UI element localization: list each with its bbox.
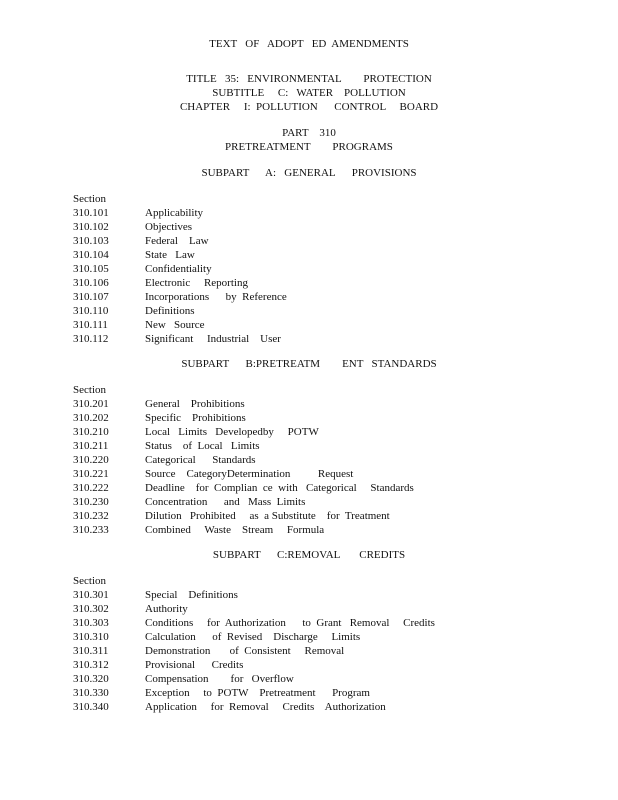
section-number: 310.320 [73,673,109,685]
toc-row [73,318,573,332]
toc-row [73,658,573,672]
section-number: 310.111 [73,319,108,331]
section-number: 310.103 [73,235,109,247]
section-number: 310.105 [73,263,109,275]
section-title: Compensation for Overflow [145,673,294,685]
section-title: Concentration and Mass Limits [145,496,306,508]
section-number: 310.230 [73,496,109,508]
toc-row [73,630,573,644]
section-number: 310.222 [73,482,109,494]
section-number: 310.311 [73,645,109,657]
toc-row [73,220,573,234]
section-title: Demonstration of Consistent Removal [145,645,345,657]
toc-row [73,481,573,495]
subpart-b-heading: SUBPART B:PRETREATM ENT STANDARDS [181,358,437,370]
section-number: 310.232 [73,510,109,522]
toc-row [73,276,573,290]
section-title: Categorical Standards [145,454,256,466]
toc-row [73,425,573,439]
section-number: 310.101 [73,207,109,219]
section-title: Incorporations by Reference [145,291,287,303]
section-number: 310.201 [73,398,109,410]
toc-row [73,332,573,346]
chapter-line: CHAPTER I: POLLUTION CONTROL BOARD [179,101,439,113]
toc-row [73,509,573,523]
subpart-c-heading: SUBPART C:REMOVAL CREDITS [212,549,406,561]
section-number: 310.303 [73,617,109,629]
section-title: Exception to POTW Pretreatment Program [145,687,370,699]
toc-row [73,453,573,467]
section-number: 310.233 [73,524,109,536]
toc-row [73,234,573,248]
section-number: 310.221 [73,468,109,480]
section-number: 310.301 [73,589,109,601]
section-title: Local Limits Developedby POTW [145,426,319,438]
section-title: Conditions for Authorization to Grant Removal Credits [145,617,435,629]
part-line: PART 310 [282,127,336,139]
toc-row [73,290,573,304]
toc-row [73,397,573,411]
section-number: 310.340 [73,701,109,713]
toc-row [73,467,573,481]
toc-row [73,304,573,318]
toc-row [73,700,573,714]
section-title: Provisional Credits [145,659,244,671]
section-label: Section [73,384,106,396]
section-number: 310.302 [73,603,109,615]
section-title: State Law [145,249,195,261]
toc-row [73,602,573,616]
toc-row [73,411,573,425]
section-number: 310.110 [73,305,109,317]
toc-row [73,206,573,220]
toc-row [73,686,573,700]
document-title: TEXT OF ADOPT ED AMENDMENTS [209,38,409,50]
section-number: 310.330 [73,687,109,699]
toc-row [73,495,573,509]
section-number: 310.210 [73,426,109,438]
section-title: Application for Removal Credits Authorization [145,701,386,713]
section-title: Special Definitions [145,589,238,601]
section-title: Deadline for Complian ce with Categorical Standards [145,482,414,494]
section-number: 310.104 [73,249,109,261]
toc-row [73,262,573,276]
section-title: Source CategoryDetermination Request [145,468,354,480]
toc-row [73,644,573,658]
section-title: Specific Prohibitions [145,412,246,424]
subpart-a-heading: SUBPART A: GENERAL PROVISIONS [201,167,417,179]
section-title: Electronic Reporting [145,277,248,289]
section-label: Section [73,193,106,205]
subpart-c-toc [73,574,573,714]
section-title: Significant Industrial User [145,333,281,345]
section-title: Definitions [145,305,195,317]
subpart-b-toc [73,383,573,537]
section-title: Confidentiality [145,263,212,275]
section-title: New Source [145,319,205,331]
toc-row [73,672,573,686]
section-number: 310.112 [73,333,109,345]
section-title: Calculation of Revised Discharge Limits [145,631,361,643]
section-number: 310.211 [73,440,109,452]
section-title: General Prohibitions [145,398,245,410]
toc-row [73,588,573,602]
section-number: 310.202 [73,412,109,424]
toc-row [73,616,573,630]
part-name: PRETREATMENT PROGRAMS [225,141,393,153]
section-title: Federal Law [145,235,209,247]
title-line: TITLE 35: ENVIRONMENTAL PROTECTION [186,73,432,85]
subtitle-line: SUBTITLE C: WATER POLLUTION [212,87,406,99]
section-title: Objectives [145,221,193,233]
section-title: Applicability [145,207,204,219]
section-label: Section [73,575,106,587]
section-title: Status of Local Limits [145,440,260,452]
section-number: 310.106 [73,277,109,289]
section-title: Dilution Prohibited as a Substitute for Treatment [145,510,390,522]
toc-row [73,439,573,453]
section-number: 310.220 [73,454,109,466]
section-number: 310.107 [73,291,109,303]
section-number: 310.312 [73,659,109,671]
section-title: Authority [145,603,188,615]
toc-row [73,523,573,537]
section-number: 310.310 [73,631,109,643]
section-title: Combined Waste Stream Formula [145,524,325,536]
subpart-a-toc [73,192,573,346]
toc-row [73,248,573,262]
section-number: 310.102 [73,221,109,233]
